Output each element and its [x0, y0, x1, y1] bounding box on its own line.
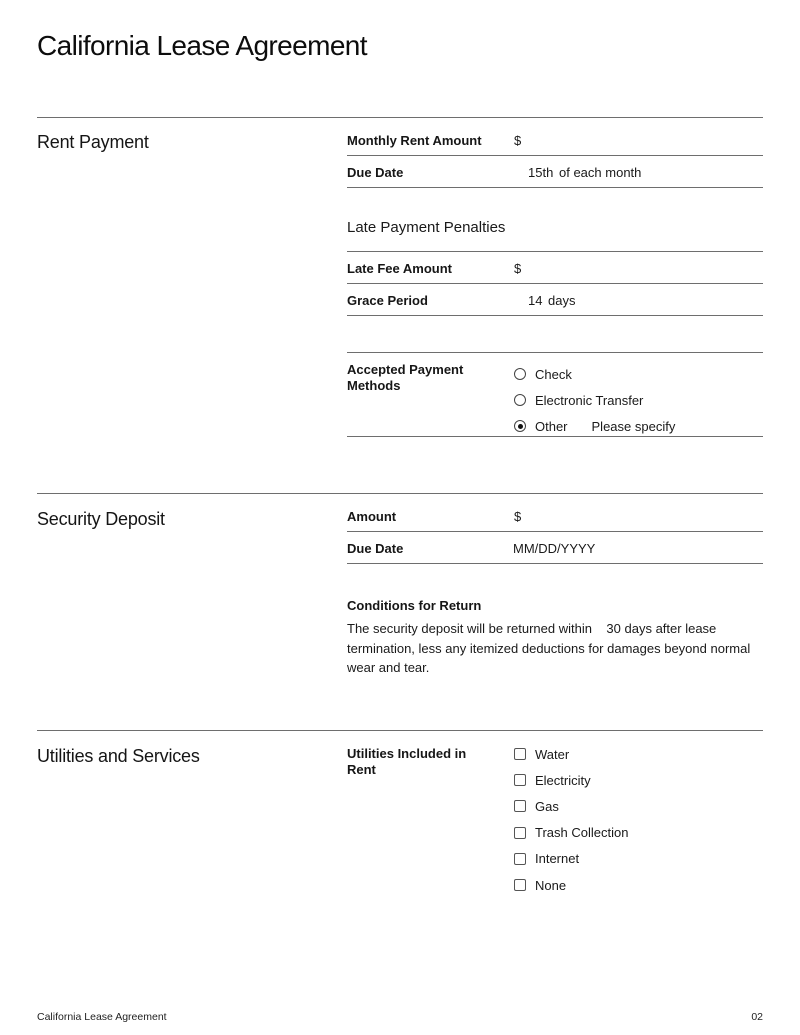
grace-period-row [347, 284, 763, 316]
radio-icon[interactable] [514, 394, 526, 406]
conditions-text-after: days after lease termination, less any itemized deductions for damages beyond normal wear and tear. [347, 621, 751, 675]
footer-document-title: California Lease Agreement [37, 1011, 167, 1023]
utility-option-electricity[interactable] [514, 767, 628, 793]
utilities-label: Utilities Included in Rent [347, 746, 467, 777]
payment-option-check[interactable] [514, 361, 675, 387]
utility-option-trash-collection[interactable] [514, 820, 628, 846]
late-fee-input[interactable]: $ [514, 261, 522, 276]
radio-icon[interactable] [514, 368, 526, 380]
utilities-fields [347, 737, 763, 907]
payment-option-other[interactable] [514, 413, 675, 439]
checkbox-icon[interactable] [514, 774, 526, 786]
payment-methods-group [347, 352, 763, 437]
late-fee-row [347, 252, 763, 284]
option-label: None [535, 877, 567, 893]
monthly-rent-row [347, 124, 763, 156]
deposit-due-date-row [347, 532, 763, 564]
section-divider [37, 117, 763, 118]
rent-payment-fields [347, 124, 763, 437]
option-label: Gas [535, 798, 559, 814]
option-label: Trash Collection [535, 825, 629, 841]
conditions-text [347, 619, 763, 678]
rent-due-date-suffix: of each month [559, 165, 642, 180]
utilities-options [514, 741, 628, 898]
security-deposit-fields [347, 500, 763, 678]
checkbox-icon[interactable] [514, 827, 526, 839]
page-title: California Lease Agreement [37, 30, 367, 61]
monthly-rent-input[interactable]: $ [514, 133, 522, 148]
grace-period-unit: days [548, 293, 576, 308]
option-label: Check [535, 366, 572, 382]
rent-due-date-row [347, 156, 763, 188]
section-title-rent-payment: Rent Payment [37, 132, 149, 152]
utility-option-none[interactable] [514, 872, 628, 898]
late-fee-label: Late Fee Amount [347, 261, 452, 276]
utility-option-gas[interactable] [514, 793, 628, 819]
checkbox-icon[interactable] [514, 800, 526, 812]
monthly-rent-label: Monthly Rent Amount [347, 133, 482, 148]
deposit-amount-row [347, 500, 763, 532]
deposit-amount-label: Amount [347, 509, 397, 524]
option-label: Electricity [535, 772, 591, 788]
section-divider [37, 730, 763, 731]
deposit-due-date-label: Due Date [347, 541, 404, 556]
option-label: Water [535, 746, 570, 762]
section-divider [37, 493, 763, 494]
grace-period-input[interactable]: 14 [528, 293, 543, 308]
section-title-utilities: Utilities and Services [37, 746, 200, 766]
return-days-input[interactable]: 30 [606, 621, 621, 636]
checkbox-icon[interactable] [514, 879, 526, 891]
utility-option-internet[interactable] [514, 846, 628, 872]
deposit-due-date-input[interactable]: MM/DD/YYYY [513, 541, 596, 556]
grace-period-label: Grace Period [347, 293, 428, 308]
payment-methods-options [514, 361, 675, 440]
section-title-security-deposit: Security Deposit [37, 509, 165, 529]
option-label: Internet [535, 851, 580, 867]
option-label: Electronic Transfer [535, 392, 644, 408]
late-penalties-heading: Late Payment Penalties [347, 214, 763, 252]
conditions-title: Conditions for Return [347, 598, 482, 613]
conditions-text-before: The security deposit will be returned within [347, 621, 592, 636]
rent-due-day-input[interactable]: 15th [528, 165, 554, 180]
payment-option-electronic-transfer[interactable] [514, 387, 675, 413]
footer-page-number: 02 [751, 1011, 763, 1023]
utilities-group [347, 737, 763, 907]
checkbox-icon[interactable] [514, 853, 526, 865]
utility-option-water[interactable] [514, 741, 628, 767]
radio-selected-icon[interactable] [514, 420, 526, 432]
other-specify-input[interactable]: Please specify [591, 418, 676, 434]
option-label: Other [535, 418, 568, 434]
payment-methods-label: Accepted Payment Methods [347, 362, 464, 393]
deposit-amount-input[interactable]: $ [514, 509, 522, 524]
rent-due-date-label: Due Date [347, 165, 404, 180]
checkbox-icon[interactable] [514, 748, 526, 760]
